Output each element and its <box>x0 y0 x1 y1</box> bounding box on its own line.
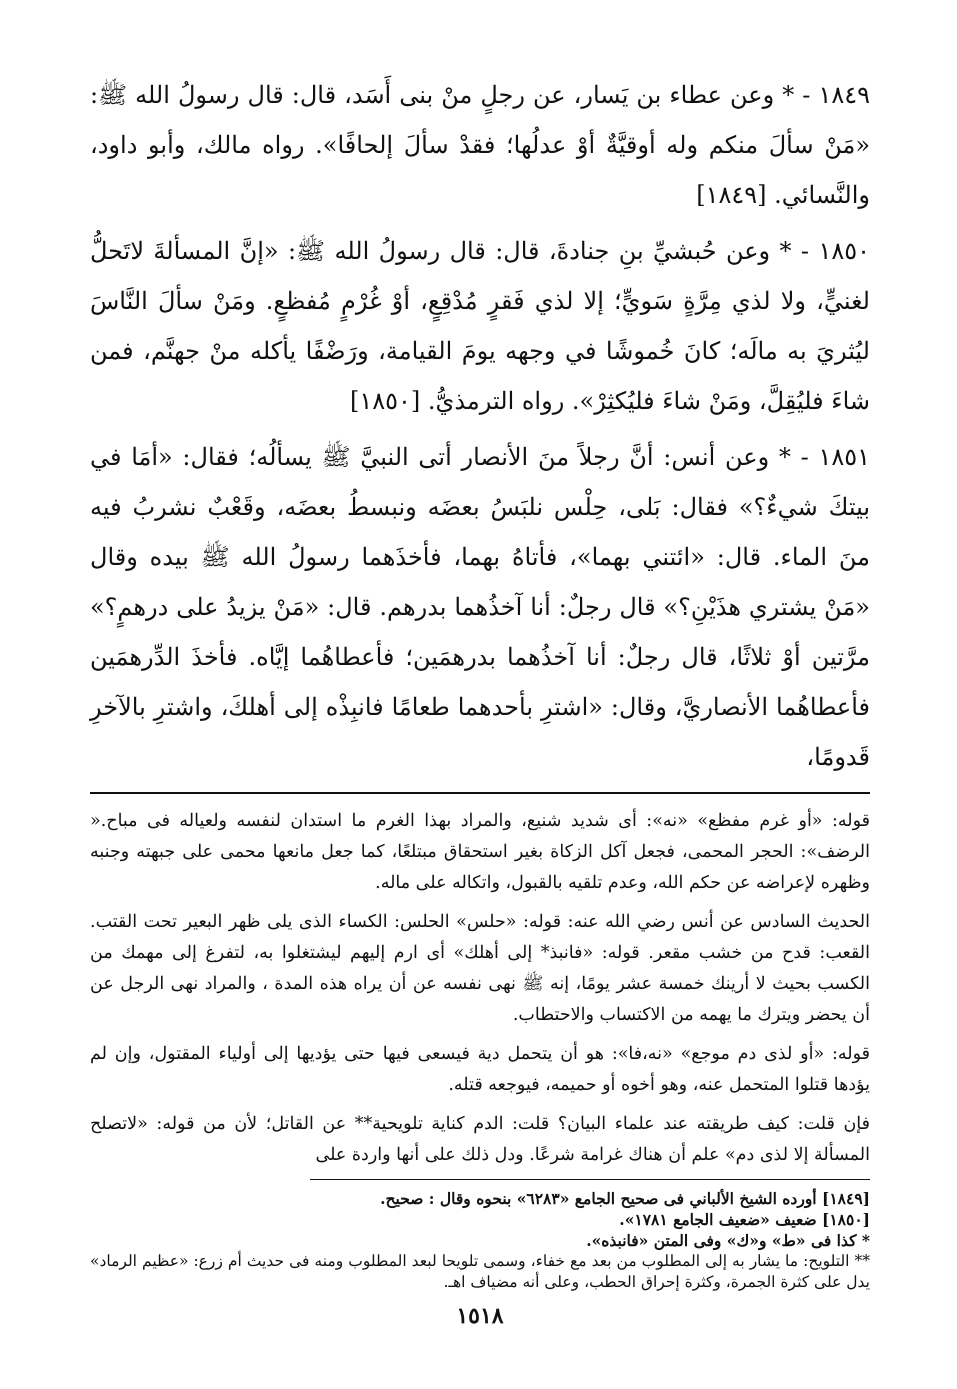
hadith-1850: ١٨٥٠ - * وعن حُبشيِّ بنِ جنادةَ، قال: قال رسولُ الله ﷺ: «إنَّ المسألةَ لاتَحلُّ لغنيٍّ، ولا لذي مِرَّةٍ سَويٍّ؛ إلا لذي فَقرٍ مُدْقِعٍ، أوْ غُرْمٍ مُفظعٍ. ومَنْ سألَ النَّاسَ ليُثريَ به مالَه؛ كانَ خُموشًا في وجهه يومَ القيامة، ورَضْفًا يأكله منْ جهنَّم، فمن شاءَ فليُقِلَّ، ومَنْ شاءَ فليُكثِرْ». رواه الترمذيُّ. [١٨٥٠] <box>90 237 870 415</box>
commentary-note: قوله: «أو لذى دم موجع» «نه،فا»: هو أن يتحمل دية فيسعى فيها حتى يؤديها إلى أولياء المقتول، وإن لم يؤدها قتلوا المتحمل عنه، وهو أخوه أو حميمه، فيوجعه قتله. <box>90 1044 870 1095</box>
page-number: ١٥١٨ <box>456 1303 504 1329</box>
footnote: [١٨٤٩] أورده الشيخ الألباني فى صحيح الجامع «٦٢٨٣» بنحوه وقال : صحيح. <box>380 1189 870 1208</box>
commentary-note: قوله: «أو غرم مفظع» «نه»: أى شديد شنيع، والمراد بهذا الغرم ما استدان لنفسه ولعياله فى مباح.« الرضف»: الحجر المحمى، فجعل آكل الزكاة بغير استحقاق مبتلعًا، كما جعل مانعها محمى على جبهته وجنبه وظهره لإعراضه عن حكم الله، وعدم تلقيه بالقبول، واتكاله على ماله. <box>90 811 870 893</box>
footnote-divider <box>310 1179 870 1180</box>
commentary-note: الحديث السادس عن أنس رضي الله عنه: قوله: «حلس» الحلس: الكساء الذى يلى ظهر البعير تحت القتب. القعب: قدح من خشب مقعر. قوله: «فانبذ* إلى أهلك» أى ارم إليهم ليشتغلوا به، لتفرغ إلى مهمك من الكسب بحيث لا أرينك خمسة عشر يومًا، إنه ﷺ نهى نفسه عن أن يراه هذه المدة ، والمراد نهى الرجل عن أن يحضر ويترك ما يهمه من الاكتساب والاحتطاب. <box>90 912 870 1025</box>
footnote: * كذا فى «ط» و«ك» وفى المتن «فانبذه». <box>586 1231 870 1250</box>
main-divider <box>90 792 870 794</box>
document-page <box>90 70 870 1329</box>
footnote: ** التلويح: ما يشار به إلى المطلوب من بعد مع خفاء، وسمى تلويحا لبعد المطلوب ومنه فى حديث أم زرع: «عظيم الرماد» يدل على كثرة الجمرة، وكثرة إحراق الحطب، وعلى أنه مضياف اهـ. <box>90 1252 870 1291</box>
footnote: [١٨٥٠] ضعيف «ضعيف الجامع ١٧٨١». <box>619 1210 870 1229</box>
commentary-note: فإن قلت: كيف طريقته عند علماء البيان؟ قلت: الدم كناية تلويحية** عن القاتل؛ لأن من قوله: «لاتصلح المسألة إلا لذى دم» علم أن هناك غرامة شرعًا. ودل ذلك على أنها واردة على <box>90 1114 870 1165</box>
hadith-1849: ١٨٤٩ - * وعن عطاء بن يَسار، عن رجلٍ منْ بنى أَسَد، قال: قال رسولُ الله ﷺ: «مَنْ سألَ منكم وله أوقيَّةٌ أوْ عدلُها؛ فقدْ سألَ إلحافًا». رواه مالك، وأبو داود، والنَّسائي. [١٨٤٩] <box>90 81 870 209</box>
hadith-1851: ١٨٥١ - * وعن أنس: أنَّ رجلاً منَ الأنصار أتى النبيَّ ﷺ يسألُه؛ فقال: «أمَا في بيتكَ شيءٌ؟» فقال: بَلى، حِلْس نلبَسُ بعضَه ونبسطُ بعضَه، وقَعْبٌ نشربُ فيه منَ الماء. قال: «ائتني بهما»، فأتاهُ بهما، فأخذَهما رسولُ الله ﷺ بيده وقال «مَنْ يشتري هذَيْنِ؟» قال رجلٌ: أنا آخذُهما بدرهم. قال: «مَنْ يزيدُ على درهمٍ؟» مرَّتين أوْ ثلاثًا، قال رجلٌ: أنا آخذُهما بدرهمَين؛ فأعطاهُما إيَّاه. فأخذَ الدِّرهمَين فأعطاهُما الأنصاريَّ، وقال: «اشترِ بأحدهما طعامًا فانبِذْه إلى أهلكَ، واشترِ بالآخرِ قَدومًا، <box>90 443 870 771</box>
